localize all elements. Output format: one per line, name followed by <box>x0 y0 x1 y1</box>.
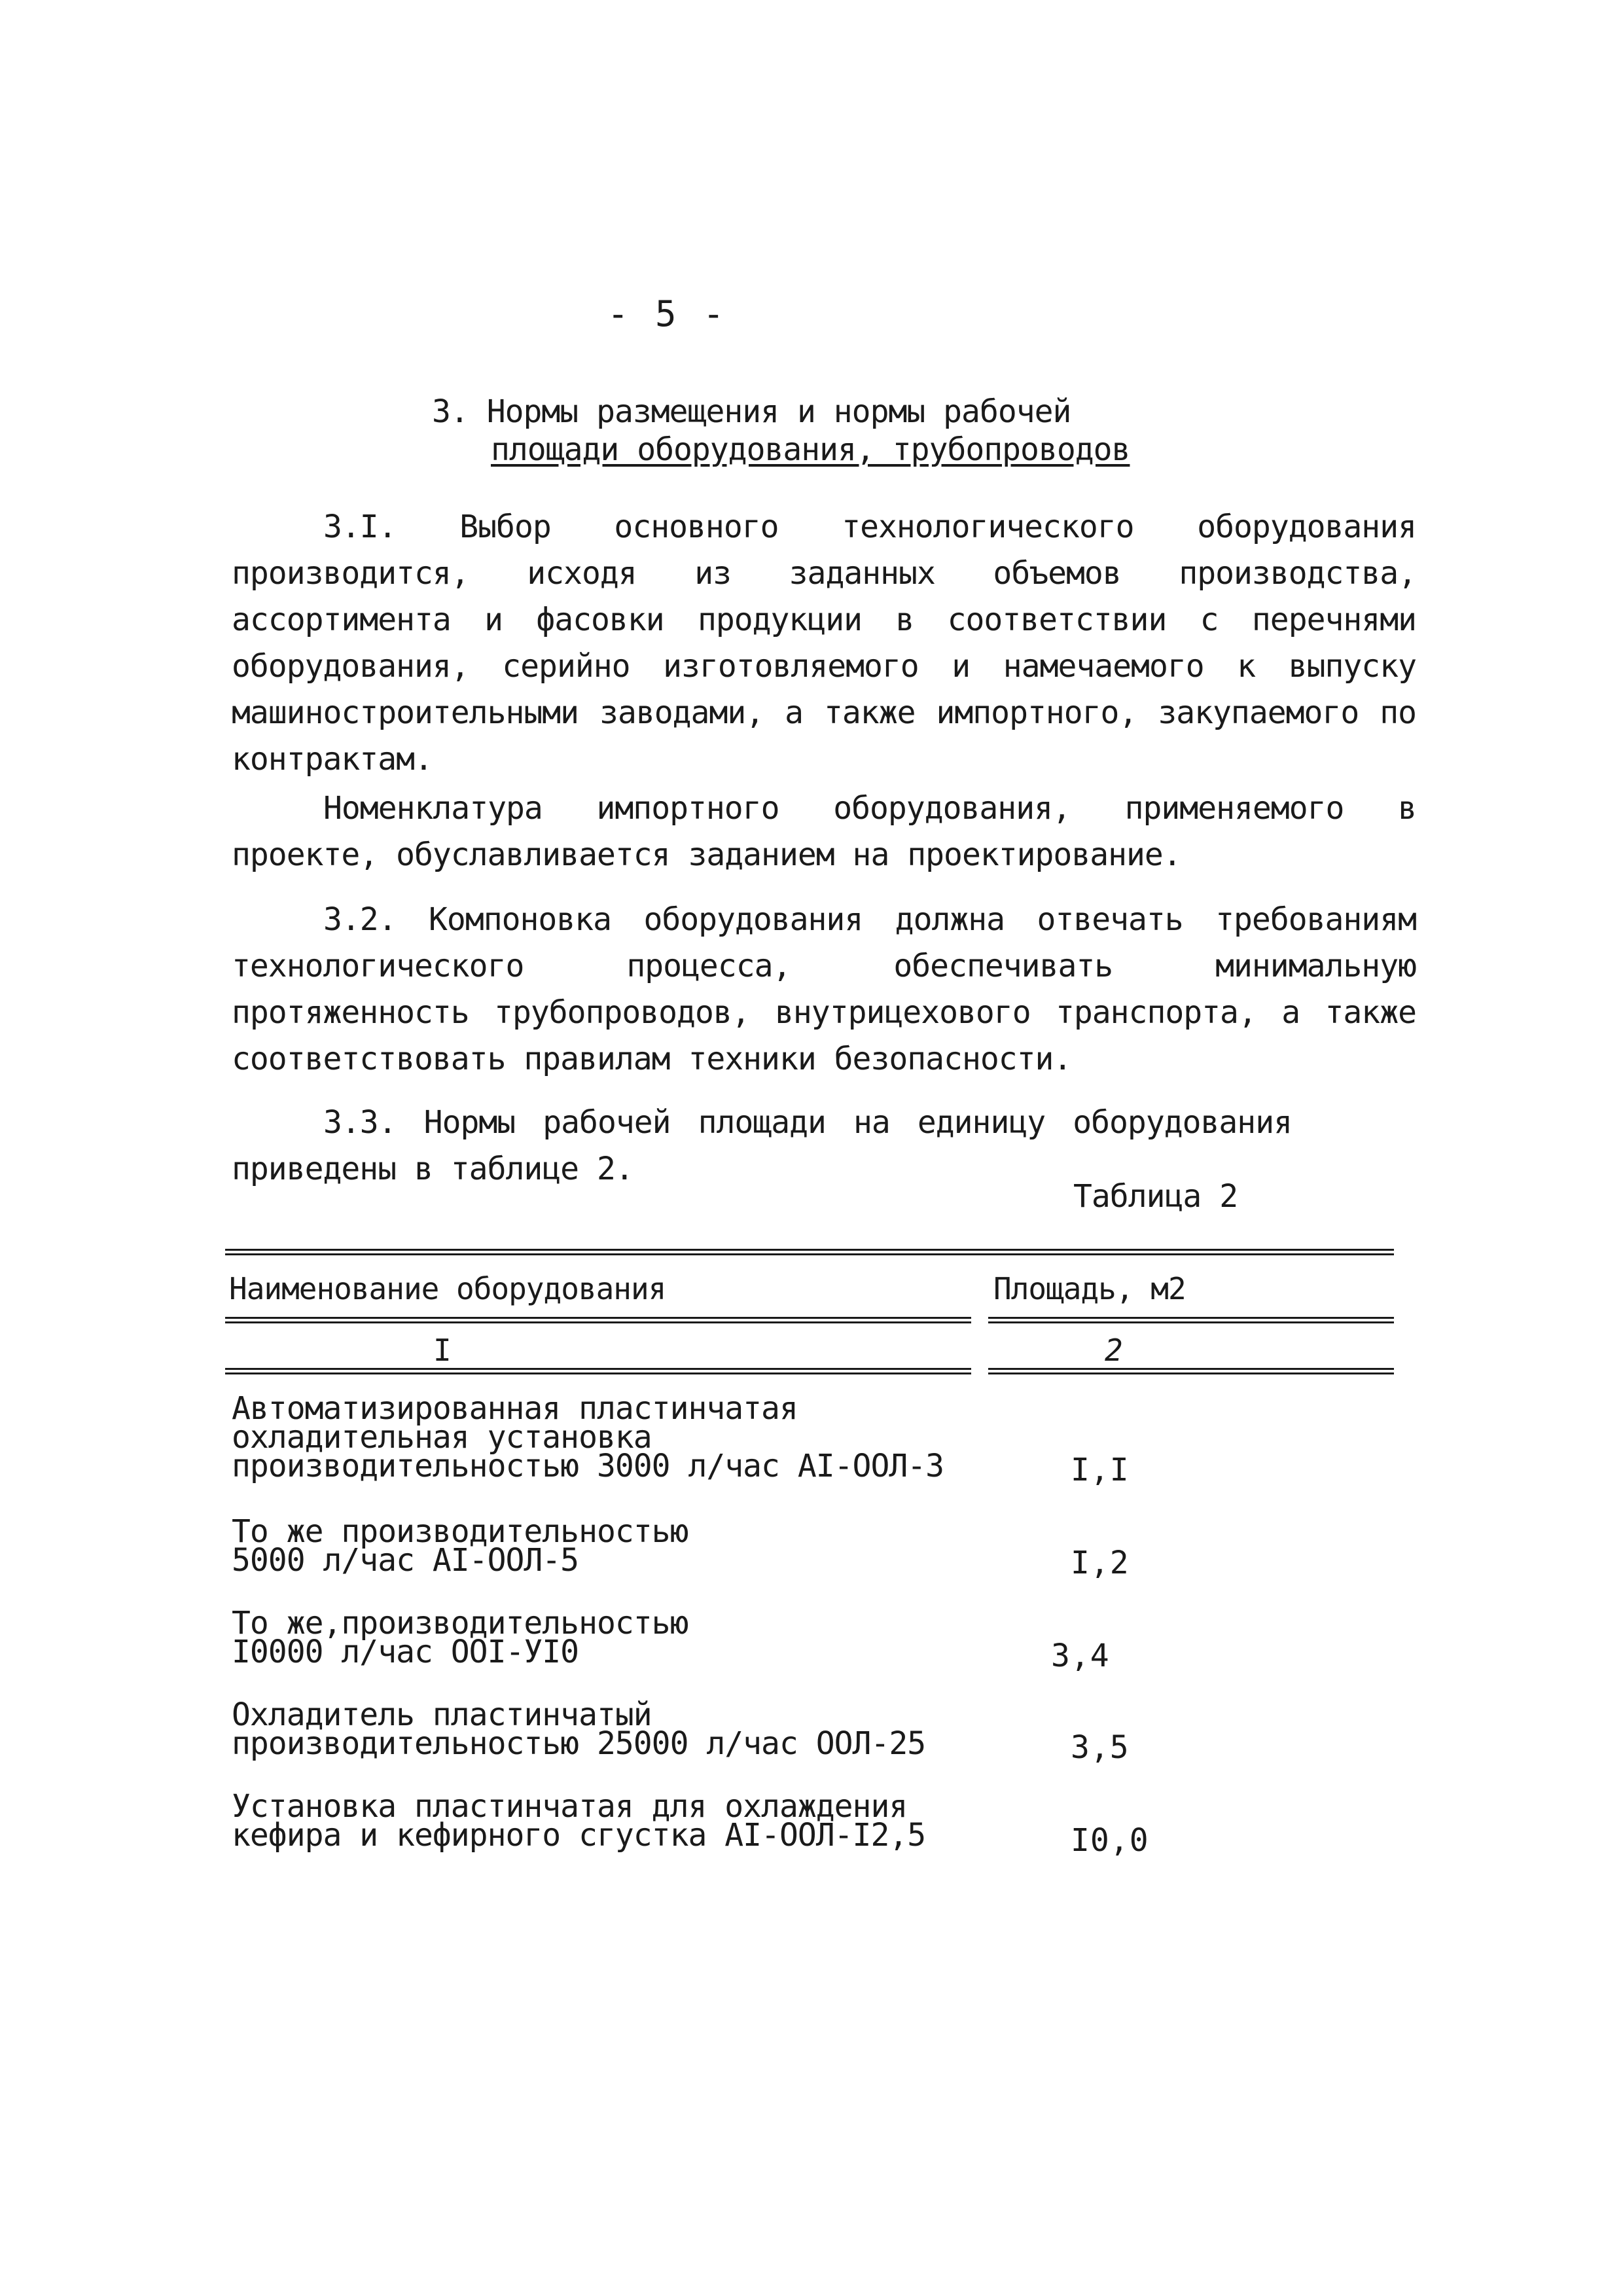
section-title-line2: площади оборудования, трубопроводов <box>491 431 1130 468</box>
table-header-area: Площадь, м2 <box>993 1271 1186 1306</box>
row-area-value: I,2 <box>1071 1545 1130 1581</box>
row-equipment-name: То же производительностью 5000 л/час АI-ООЛ-5 <box>232 1513 688 1579</box>
number-rule-area <box>988 1368 1394 1374</box>
row-area-value: 3,5 <box>1071 1729 1130 1766</box>
column-number-area: 2 <box>1105 1333 1122 1368</box>
paragraph-3-3: 3.3. Нормы рабочей площади на единицу оборудования приведены в таблице 2. <box>232 1104 1292 1187</box>
paragraph-3-1-nomenclature: Номенклатура импортного оборудования, применяемого в проекте, обуславливается заданием на проектирование. <box>232 790 1416 873</box>
row-area-value: 3,4 <box>1051 1638 1110 1674</box>
row-equipment-name: Автоматизированная пластинчатая охладительная установка производительностью 3000 л/час АI-ООЛ-3 <box>232 1390 944 1484</box>
header-rule-area <box>988 1317 1394 1323</box>
section-heading <box>432 393 1130 469</box>
row-equipment-name: Установка пластинчатая для охлаждения кефира и кефирного сгустка АI-ООЛ-I2,5 <box>232 1788 926 1854</box>
table-top-rule <box>225 1249 1394 1255</box>
table-header-name: Наименование оборудования <box>229 1271 666 1306</box>
header-rule-name <box>225 1317 971 1323</box>
column-number-name: I <box>433 1333 451 1368</box>
paragraph-3-2: 3.2. Компоновка оборудования должна отвечать требованиям технологического процесса, обеспечивать минимальную протяженность трубопроводов, внутрицехового транспорта, а также соответствовать правилам техники безопасности. <box>232 901 1416 1077</box>
table-caption: Таблица 2 <box>1073 1178 1238 1215</box>
row-equipment-name: То же,производительностью I0000 л/час ООI-УI0 <box>232 1605 688 1670</box>
row-equipment-name: Охладитель пластинчатый производительностью 25000 л/час ООЛ-25 <box>232 1696 926 1762</box>
section-title-line1: 3. Нормы размещения и нормы рабочей <box>432 393 1071 430</box>
number-rule-name <box>225 1368 971 1374</box>
row-area-value: I,I <box>1071 1452 1130 1488</box>
row-area-value: I0,0 <box>1071 1822 1149 1859</box>
page-number: - 5 - <box>607 293 727 334</box>
paragraph-3-1: 3.I. Выбор основного технологического оборудования производится, исходя из заданных объемов производства, ассортимента и фасовки продукции в соответствии с перечнями оборудования, серийно изготовляемого и намечаемого к выпуску машиностроительными заводами, а также импортного, закупаемого по контрактам. <box>232 509 1416 778</box>
